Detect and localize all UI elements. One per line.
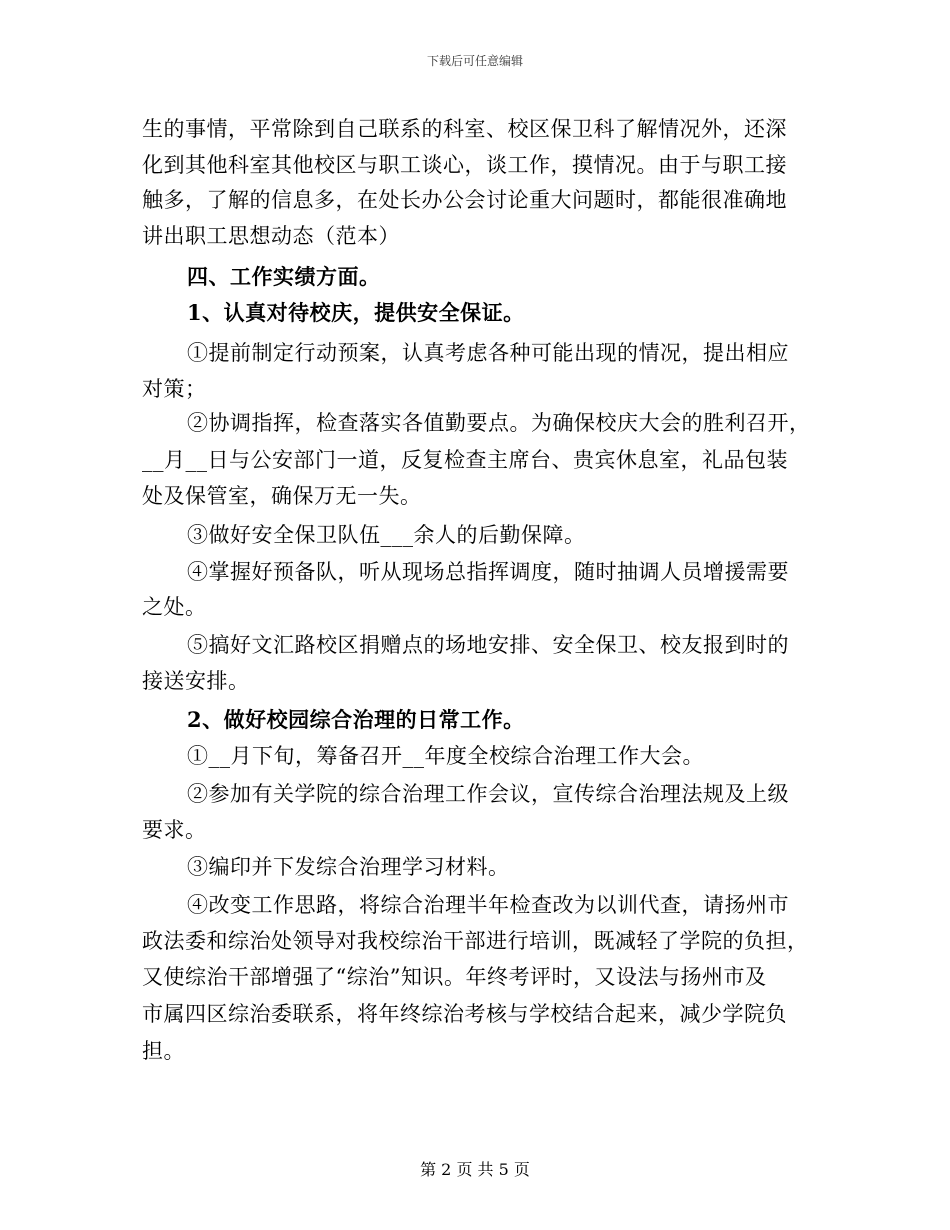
paragraph-line: 市属四区综治委联系，将年终综治考核与学校结合起来，减少学院负 [142, 1002, 787, 1026]
paragraph-line: ①提前制定行动预案，认真考虑各种可能出现的情况，提出相应 [187, 341, 789, 365]
paragraph-line: 政法委和综治处领导对我校综治干部进行培训，既减轻了学院的负担， [142, 929, 809, 953]
paragraph-line: 化到其他科室其他校区与职工谈心，谈工作，摸情况。由于与职工接 [142, 153, 787, 177]
paragraph-line: 讲出职工思想动态（范本） [142, 224, 400, 248]
paragraph-line: ①__月下旬，筹备召开__年度全校综合治理工作大会。 [187, 744, 704, 768]
paragraph-line: ③做好安全保卫队伍___余人的后勤保障。 [187, 523, 586, 547]
paragraph-line: 对策； [142, 377, 207, 401]
paragraph-line: ④掌握好预备队，听从现场总指挥调度，随时抽调人员增援需要 [187, 560, 789, 584]
paragraph-line: 之处。 [142, 595, 207, 619]
page-footer: 第 2 页 共 5 页 [420, 1160, 530, 1179]
paragraph-line: 生的事情，平常除到自己联系的科室、校区保卫科了解情况外，还深 [142, 117, 787, 141]
subsection-heading: 1、认真对待校庆，提供安全保证。 [187, 300, 525, 325]
paragraph-line: ③编印并下发综合治理学习材料。 [187, 855, 510, 879]
paragraph-line: ②协调指挥，检查落实各值勤要点。为确保校庆大会的胜利召开， [187, 411, 811, 435]
subsection-heading: 2、做好校园综合治理的日常工作。 [187, 707, 525, 732]
paragraph-line: 接送安排。 [142, 669, 250, 693]
paragraph-line: ②参加有关学院的综合治理工作会议，宣传综合治理法规及上级 [187, 782, 789, 806]
section-heading: 四、工作实绩方面。 [187, 264, 381, 289]
paragraph-line: 又使综治干部增强了“综治”知识。年终考评时，又设法与扬州市及 [142, 965, 767, 989]
paragraph-line: 触多，了解的信息多，在处长办公会讨论重大问题时，都能很准确地 [142, 188, 787, 212]
paragraph-line: 担。 [142, 1039, 185, 1063]
paragraph-line: 要求。 [142, 818, 207, 842]
paragraph-line: __月__日与公安部门一道，反复检查主席台、贵宾休息室，礼品包装 [142, 448, 788, 472]
paragraph-line: ④改变工作思路，将综合治理半年检查改为以训代查，请扬州市 [187, 893, 789, 917]
paragraph-line: ⑤搞好文汇路校区捐赠点的场地安排、安全保卫、校友报到时的 [187, 633, 789, 657]
page-header: 下载后可任意编辑 [426, 54, 523, 68]
paragraph-line: 处及保管室，确保万无一失。 [142, 484, 422, 508]
